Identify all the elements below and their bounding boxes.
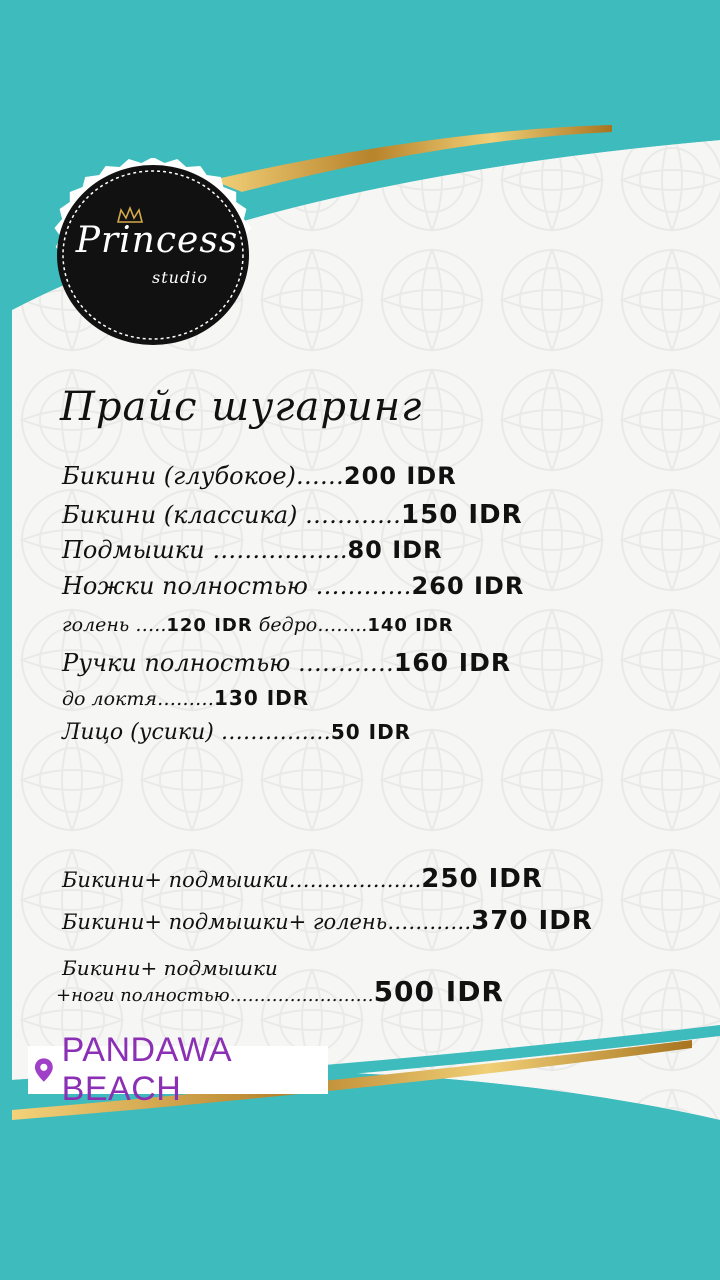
- combo-row: [62, 906, 593, 936]
- price-row: [62, 614, 454, 636]
- service-name: Подмышки ……………..: [62, 536, 348, 564]
- location-sticker[interactable]: [28, 1031, 328, 1108]
- service-price-2: 140 IDR: [367, 615, 454, 636]
- combo-price: 250 IDR: [421, 864, 543, 894]
- service-price: 150 IDR: [401, 500, 523, 530]
- price-row: [62, 686, 309, 710]
- service-name-2: бедро……..: [252, 614, 368, 636]
- location-label: PANDAWA BEACH: [61, 1031, 231, 1108]
- service-name: Бикини (глубокое)……: [62, 462, 344, 490]
- service-price: 120 IDR: [166, 615, 253, 636]
- service-price: 260 IDR: [411, 572, 525, 600]
- service-name: Ручки полностью …………: [62, 649, 394, 677]
- price-row: [62, 572, 524, 600]
- service-name: до локтя………: [62, 688, 214, 710]
- combo-name: Бикини+ подмышки+ голень…………: [62, 910, 472, 934]
- price-row: [62, 462, 457, 490]
- service-name: Ножки полностью …………: [62, 572, 412, 600]
- service-price: 50 IDR: [330, 720, 412, 744]
- service-name: Лицо (усики) ……………: [62, 720, 331, 745]
- combo-row: [56, 956, 504, 1008]
- service-price: 130 IDR: [214, 686, 310, 710]
- brand-logo: [48, 158, 258, 352]
- combo-price: 370 IDR: [471, 906, 593, 936]
- service-name: голень …..: [62, 614, 167, 636]
- service-price: 80 IDR: [347, 536, 443, 564]
- service-price: 160 IDR: [393, 648, 512, 677]
- combo-row: [62, 864, 543, 894]
- combo-name-line1: Бикини+ подмышки: [62, 956, 278, 980]
- combo-price: 500 IDR: [373, 975, 504, 1008]
- service-name: Бикини (классика) …………: [62, 501, 402, 529]
- location-pin-icon: [34, 1056, 54, 1084]
- combo-name-line2: +ноги полностью……………………: [56, 985, 374, 1006]
- price-row: [62, 720, 411, 745]
- price-row: [62, 500, 523, 530]
- combo-name: Бикини+ подмышки……………….: [62, 868, 422, 892]
- service-price: 200 IDR: [343, 462, 457, 490]
- brand-name: Princess: [75, 220, 239, 261]
- price-list-title: Прайс шугаринг: [60, 384, 423, 430]
- price-row: [62, 536, 443, 564]
- price-row: [62, 648, 511, 677]
- brand-sub: studio: [152, 268, 208, 287]
